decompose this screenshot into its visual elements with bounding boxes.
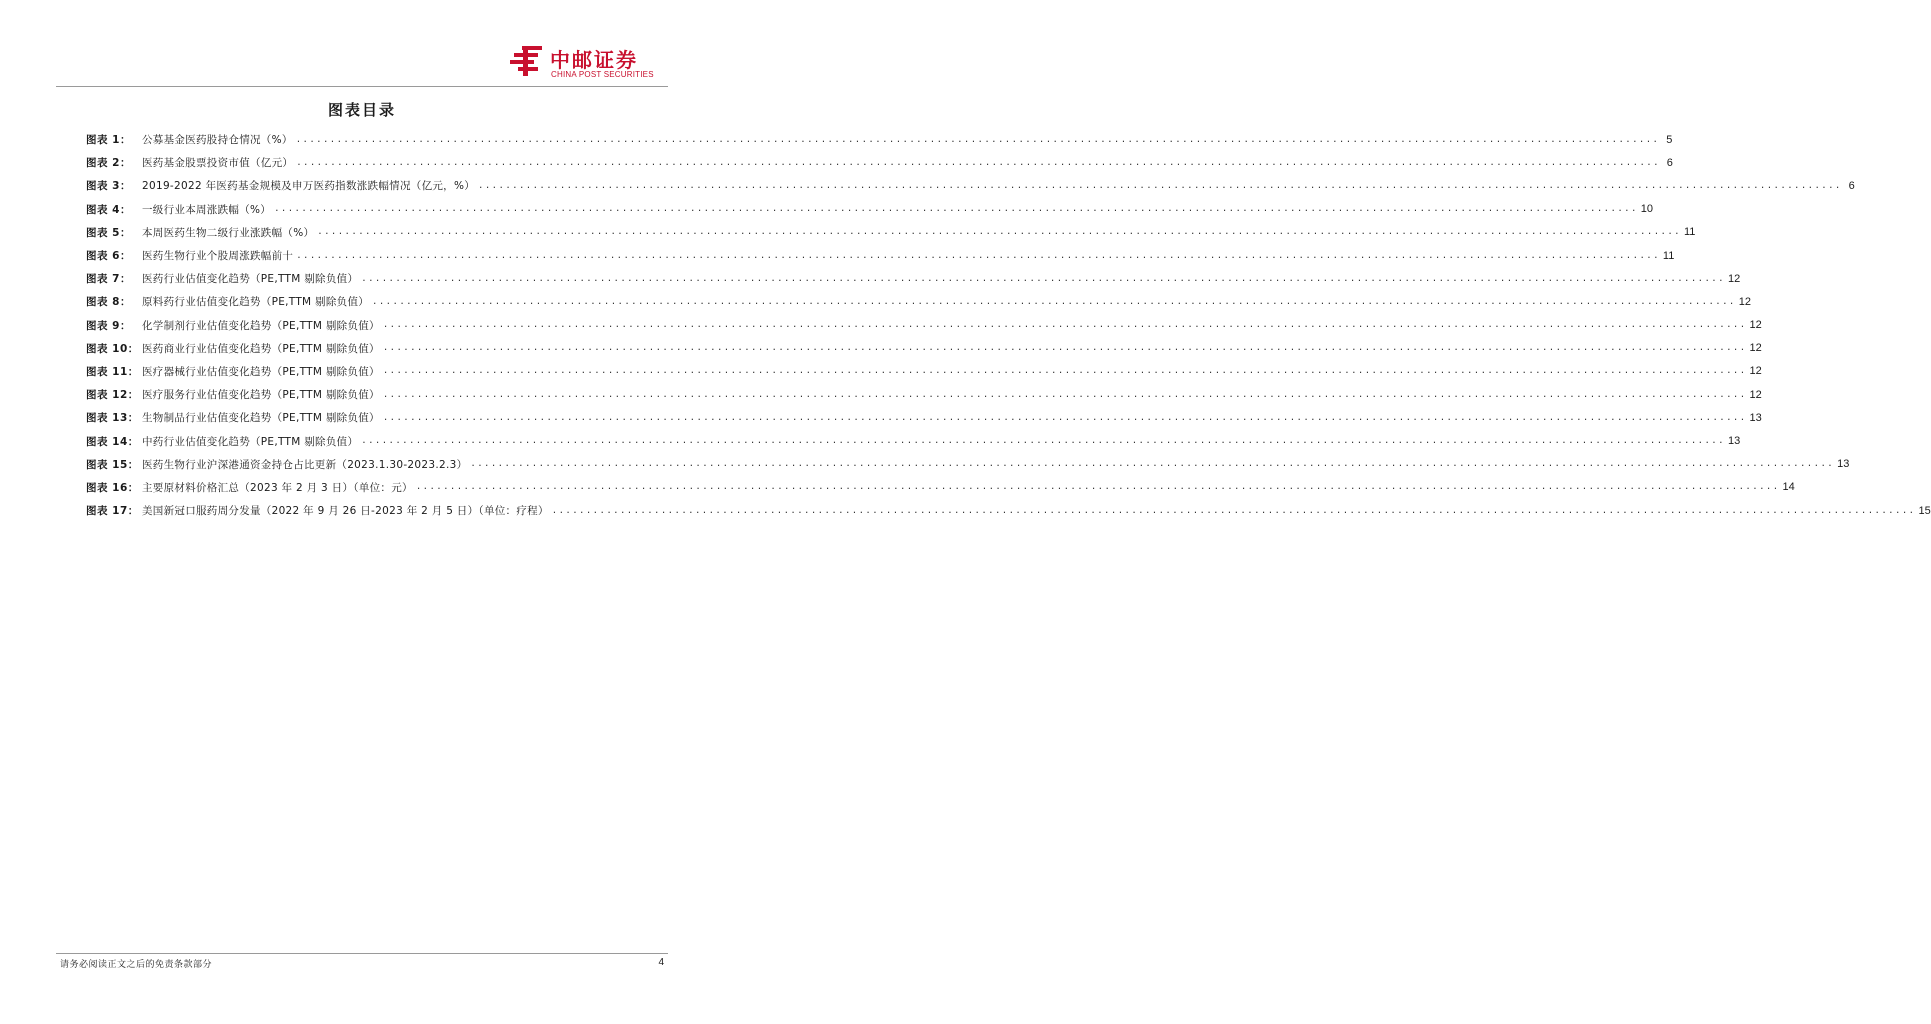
toc-entry[interactable] bbox=[86, 360, 1762, 383]
toc-entry-page: 12 bbox=[1727, 272, 1741, 285]
toc-entry-label: 图表 3： bbox=[86, 180, 131, 193]
toc-entry-title: 原料药行业估值变化趋势（PE,TTM 剔除负值） bbox=[142, 296, 370, 309]
toc-entry-label: 图表 13： bbox=[86, 412, 139, 425]
toc-entry-title: 医疗服务行业估值变化趋势（PE,TTM 剔除负值） bbox=[142, 389, 380, 402]
toc-entry-page: 12 bbox=[1749, 365, 1762, 378]
toc-entry-label: 图表 8： bbox=[86, 296, 131, 309]
toc-dot-leader: ........................................................................................................................................................................................................ bbox=[382, 412, 1747, 423]
toc-dot-leader: ........................................................................................................................................................................................................ bbox=[382, 320, 1747, 331]
toc-dot-leader: ........................................................................................................................................................................................................ bbox=[372, 296, 1736, 307]
toc-dot-leader: ........................................................................................................................................................................................................ bbox=[551, 505, 1916, 516]
toc-entry-label: 图表 16： bbox=[86, 481, 139, 494]
toc-entry-title: 中药行业估值变化趋势（PE,TTM 剔除负值） bbox=[142, 435, 359, 448]
company-logo bbox=[508, 44, 668, 82]
toc-dot-leader: ........................................................................................................................................................................................................ bbox=[415, 482, 1780, 493]
toc-entry-page: 13 bbox=[1837, 458, 1850, 471]
toc-entry-page: 10 bbox=[1640, 203, 1654, 216]
toc-entry-page: 11 bbox=[1683, 226, 1696, 239]
toc-dot-leader: ........................................................................................................................................................................................................ bbox=[296, 250, 1660, 261]
toc-entry-page: 6 bbox=[1666, 156, 1673, 169]
toc-entry[interactable] bbox=[86, 314, 1762, 337]
toc-entry[interactable] bbox=[86, 476, 1795, 499]
brand-name-en: CHINA POST SECURITIES bbox=[551, 70, 654, 79]
toc-dot-leader: ........................................................................................................................................................................................................ bbox=[317, 227, 1681, 238]
footer-page-number: 4 bbox=[658, 957, 664, 968]
toc-entry-title: 医疗器械行业估值变化趋势（PE,TTM 剔除负值） bbox=[142, 365, 380, 378]
toc-entry-page: 14 bbox=[1782, 481, 1795, 494]
toc-entry-title: 主要原材料价格汇总（2023 年 2 月 3 日）（单位：元） bbox=[142, 481, 413, 494]
toc-dot-leader: ........................................................................................................................................................................................................ bbox=[274, 204, 1638, 215]
toc-entry-title: 本周医药生物二级行业涨跌幅（%） bbox=[142, 226, 315, 239]
toc-entry[interactable] bbox=[86, 221, 1696, 244]
toc-dot-leader: ........................................................................................................................................................................................................ bbox=[478, 180, 1842, 191]
footer-divider bbox=[56, 953, 668, 954]
toc-entry-label: 图表 15： bbox=[86, 458, 139, 471]
toc-entry-title: 一级行业本周涨跌幅（%） bbox=[142, 203, 272, 216]
china-post-logo-icon bbox=[508, 44, 544, 78]
toc-entry-page: 12 bbox=[1749, 342, 1762, 355]
toc-dot-leader: ........................................................................................................................................................................................................ bbox=[470, 459, 1835, 470]
toc-entry-page: 5 bbox=[1666, 133, 1673, 146]
toc-dot-leader: ........................................................................................................................................................................................................ bbox=[296, 157, 1660, 168]
toc-entry[interactable] bbox=[86, 337, 1762, 360]
toc-entry-label: 图表 10： bbox=[86, 342, 139, 355]
toc-entry[interactable] bbox=[86, 453, 1850, 476]
toc-dot-leader: ........................................................................................................................................................................................................ bbox=[295, 134, 1660, 145]
toc-entry-title: 医药基金股票投资市值（亿元） bbox=[142, 157, 294, 170]
toc-entry[interactable] bbox=[86, 429, 1741, 452]
toc-entry-title: 医药行业估值变化趋势（PE,TTM 剔除负值） bbox=[142, 273, 359, 286]
toc-dot-leader: ........................................................................................................................................................................................................ bbox=[382, 389, 1747, 400]
toc-entry-title: 医药生物行业沪深港通资金持仓占比更新（2023.1.30-2023.2.3） bbox=[142, 458, 468, 471]
toc-entry-label: 图表 1： bbox=[86, 134, 131, 147]
toc-list bbox=[86, 128, 1931, 522]
toc-entry-page: 6 bbox=[1848, 179, 1855, 192]
toc-entry-label: 图表 5： bbox=[86, 226, 131, 239]
toc-entry-title: 公募基金医药股持仓情况（%） bbox=[142, 134, 293, 147]
toc-entry-label: 图表 4： bbox=[86, 203, 131, 216]
toc-entry-page: 13 bbox=[1749, 411, 1762, 424]
toc-dot-leader: ........................................................................................................................................................................................................ bbox=[382, 366, 1747, 377]
toc-title: 图表目录 bbox=[327, 101, 396, 119]
toc-entry-page: 12 bbox=[1749, 319, 1762, 332]
toc-entry-page: 13 bbox=[1727, 435, 1741, 448]
toc-entry-label: 图表 12： bbox=[86, 389, 139, 402]
toc-entry[interactable] bbox=[86, 198, 1654, 221]
toc-entry-label: 图表 6： bbox=[86, 250, 131, 263]
toc-entry-title: 医药商业行业估值变化趋势（PE,TTM 剔除负值） bbox=[142, 342, 380, 355]
toc-entry-title: 医药生物行业个股周涨跌幅前十 bbox=[142, 250, 294, 263]
toc-entry-label: 图表 11： bbox=[86, 365, 139, 378]
toc-entry-label: 图表 2： bbox=[86, 157, 131, 170]
toc-entry-title: 2019-2022 年医药基金规模及申万医药指数涨跌幅情况（亿元，%） bbox=[142, 180, 476, 193]
toc-dot-leader: ........................................................................................................................................................................................................ bbox=[382, 343, 1747, 354]
toc-entry-title: 生物制品行业估值变化趋势（PE,TTM 剔除负值） bbox=[142, 412, 380, 425]
toc-entry[interactable] bbox=[86, 290, 1751, 313]
toc-entry[interactable] bbox=[86, 244, 1675, 267]
toc-entry[interactable] bbox=[86, 151, 1673, 174]
toc-entry-title: 美国新冠口服药周分发量（2022 年 9 月 26 日-2023 年 2 月 5 日）（单位：疗程） bbox=[142, 505, 549, 518]
toc-entry[interactable] bbox=[86, 499, 1931, 522]
toc-entry-label: 图表 17： bbox=[86, 505, 139, 518]
toc-entry-label: 图表 9： bbox=[86, 319, 131, 332]
toc-entry-page: 11 bbox=[1662, 249, 1675, 262]
toc-entry-page: 12 bbox=[1738, 295, 1751, 308]
toc-entry-label: 图表 7： bbox=[86, 273, 131, 286]
toc-entry-label: 图表 14： bbox=[86, 435, 139, 448]
toc-entry[interactable] bbox=[86, 267, 1741, 290]
toc-entry[interactable] bbox=[86, 383, 1762, 406]
toc-dot-leader: ........................................................................................................................................................................................................ bbox=[361, 436, 1725, 447]
toc-entry[interactable] bbox=[86, 406, 1762, 429]
toc-entry-page: 12 bbox=[1749, 388, 1762, 401]
toc-entry-title: 化学制剂行业估值变化趋势（PE,TTM 剔除负值） bbox=[142, 319, 380, 332]
toc-dot-leader: ........................................................................................................................................................................................................ bbox=[361, 273, 1725, 284]
brand-name-cn: 中邮证券 bbox=[550, 48, 638, 72]
toc-entry[interactable] bbox=[86, 174, 1855, 197]
toc-entry[interactable] bbox=[86, 128, 1673, 151]
footer-disclaimer: 请务必阅读正文之后的免责条款部分 bbox=[60, 960, 213, 970]
header-divider bbox=[56, 86, 668, 87]
toc-entry-page: 15 bbox=[1918, 504, 1931, 517]
